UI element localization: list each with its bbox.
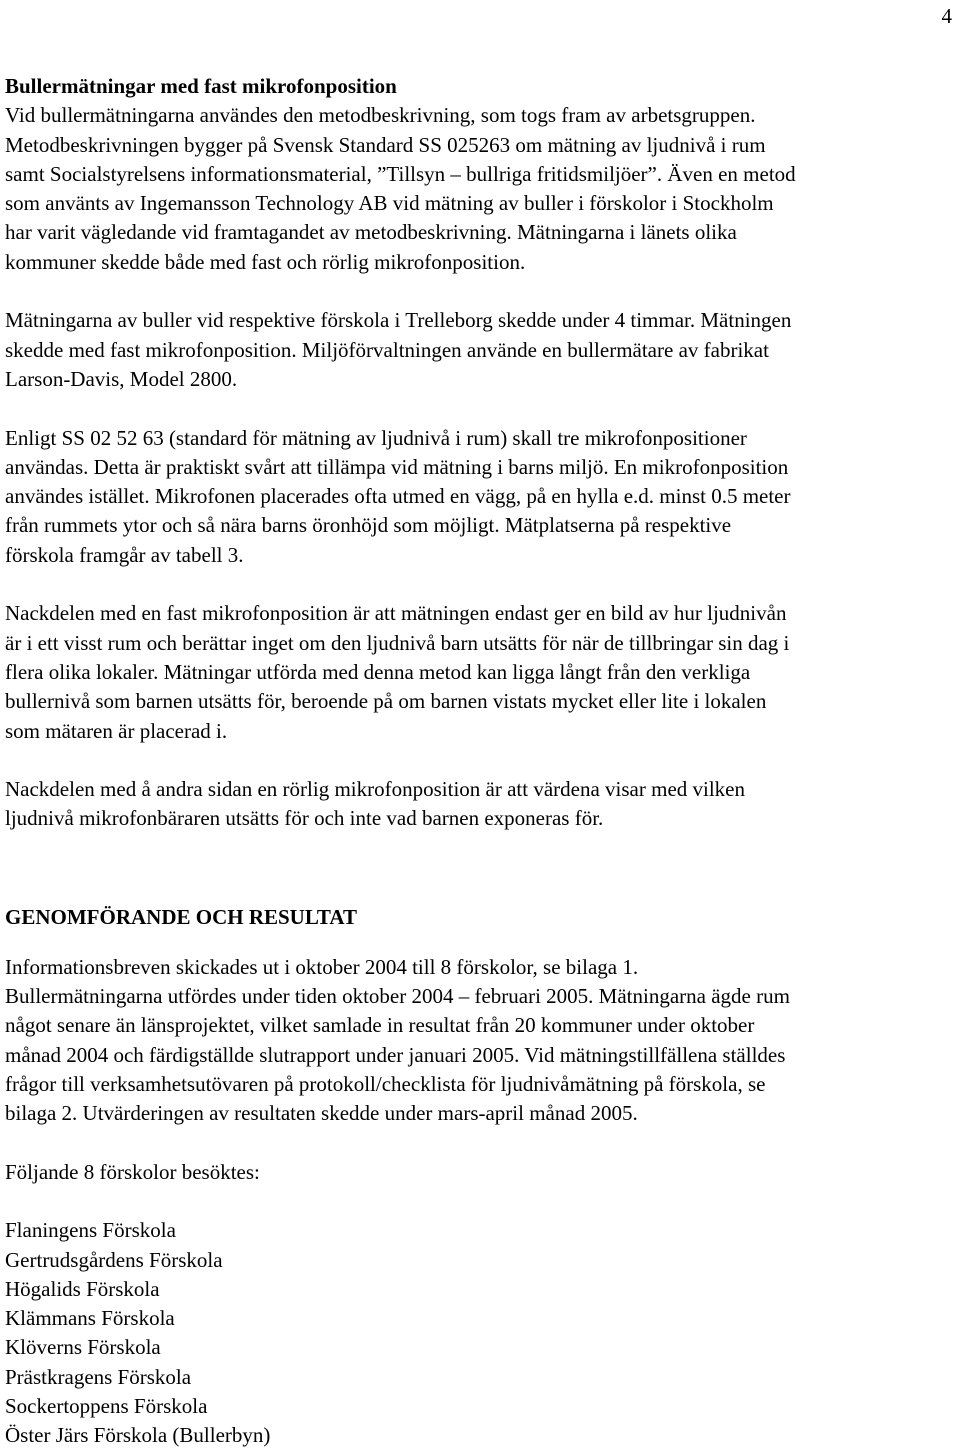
text-line: bilaga 2. Utvärderingen av resultaten skedde under mars-april månad 2005. (5, 1101, 638, 1126)
text-line: bullernivå som barnen utsätts för, beroende på om barnen vistats mycket eller lite i lokalen (5, 689, 767, 714)
page-number: 4 (941, 4, 952, 28)
text-line: frågor till verksamhetsutövaren på protokoll/checklista för ljudnivåmätning på förskola, se (5, 1071, 766, 1096)
text-line: som mätaren är placerad i. (5, 718, 228, 743)
text-line: kommuner skedde både med fast och rörlig mikrofonposition. (5, 249, 526, 274)
text-line: Nackdelen med å andra sidan en rörlig mikrofonposition är att värdena visar med vilken (5, 777, 746, 802)
text-line: är i ett visst rum och berättar inget om den ljudnivå barn utsätts för när de tillbringar sin dag i (5, 630, 790, 655)
text-line: Bullermätningarna utfördes under tiden oktober 2004 – februari 2005. Mätningarna ägde rum (5, 983, 790, 1008)
list-item: Klöverns Förskola (5, 1335, 161, 1360)
intro-section (5, 72, 955, 277)
paragraph-standard (5, 424, 955, 570)
text-line: Mätningarna av buller vid respektive förskola i Trelleborg skedde under 4 timmar. Mätningen (5, 308, 792, 333)
text-line: från rummets ytor och så nära barns öronhöjd som möjligt. Mätplatserna på respektive (5, 513, 732, 538)
text-line: Larson-Davis, Model 2800. (5, 366, 238, 391)
text-line: Metodbeskrivningen bygger på Svensk Standard SS 025263 om mätning av ljudnivå i rum (5, 132, 766, 157)
text-line: ljudnivå mikrofonbäraren utsätts för och inte vad barnen exponeras för. (5, 806, 604, 831)
document-body (5, 72, 955, 1451)
list-item: Flaningens Förskola (5, 1218, 176, 1243)
list-intro: Följande 8 förskolor besöktes: (5, 1159, 260, 1184)
paragraph-implementation (5, 953, 955, 1129)
list-item: Gertrudsgårdens Förskola (5, 1247, 223, 1272)
section-heading: GENOMFÖRANDE OCH RESULTAT (5, 905, 357, 930)
section-title: Bullermätningar med fast mikrofonposition (5, 74, 397, 98)
text-line: Vid bullermätningarna användes den metodbeskrivning, som togs fram av arbetsgruppen. (5, 103, 756, 128)
text-line: användas. Detta är praktiskt svårt att tillämpa vid mätning i barns miljö. En mikrofonposition (5, 454, 789, 479)
text-line: Informationsbreven skickades ut i oktober 2004 till 8 förskolor, se bilaga 1. (5, 954, 639, 979)
text-line: något senare än länsprojektet, vilket samlade in resultat från 20 kommuner under oktober (5, 1013, 755, 1038)
school-list (5, 1216, 955, 1450)
text-line: användes istället. Mikrofonen placerades ofta utmed en vägg, på en hylla e.d. minst 0.5 meter (5, 484, 791, 509)
text-line: Nackdelen med en fast mikrofonposition är att mätningen endast ger en bild av hur ljudnivån (5, 601, 787, 626)
text-line: samt Socialstyrelsens informationsmaterial, ”Tillsyn – bullriga fritidsmiljöer”. Även en metod (5, 161, 796, 186)
text-line: skedde med fast mikrofonposition. Miljöförvaltningen använde en bullermätare av fabrikat (5, 337, 769, 362)
paragraph-measurement-duration (5, 306, 955, 394)
list-item: Sockertoppens Förskola (5, 1394, 208, 1419)
text-line: förskola framgår av tabell 3. (5, 542, 244, 567)
text-line: flera olika lokaler. Mätningar utförda med denna metod kan ligga långt från den verkliga (5, 659, 751, 684)
list-item: Högalids Förskola (5, 1276, 160, 1301)
list-item: Öster Järs Förskola (Bullerbyn) (5, 1423, 271, 1448)
list-item: Klämmans Förskola (5, 1306, 175, 1331)
text-line: Enligt SS 02 52 63 (standard för mätning av ljudnivå i rum) skall tre mikrofonpositioner (5, 425, 747, 450)
paragraph-fixed-drawback (5, 599, 955, 745)
paragraph-mobile-drawback (5, 775, 955, 834)
text-line: har varit vägledande vid framtagandet av metodbeskrivning. Mätningarna i länets olika (5, 220, 737, 245)
text-line: månad 2004 och färdigställde slutrapport under januari 2005. Vid mätningstillfällena ställdes (5, 1042, 786, 1067)
list-item: Prästkragens Förskola (5, 1364, 192, 1389)
text-line: som använts av Ingemansson Technology AB vid mätning av buller i förskolor i Stockholm (5, 191, 774, 216)
